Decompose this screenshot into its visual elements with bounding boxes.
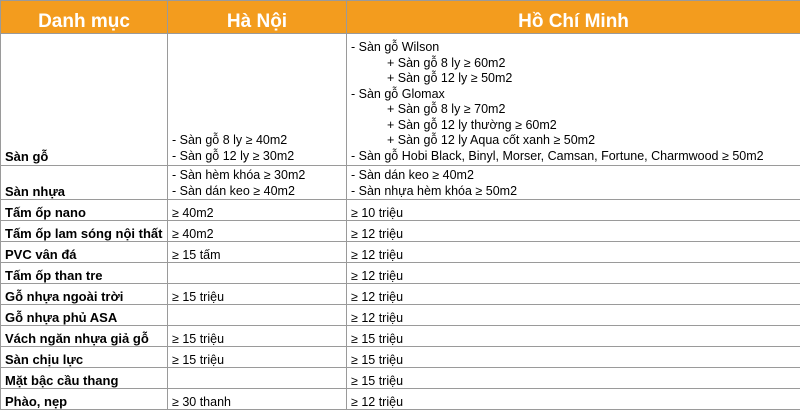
- table-row: [1, 389, 800, 410]
- header-row: [1, 1, 800, 34]
- hanoi-cell[interactable]: ≥ 40m2: [168, 200, 347, 221]
- hcm-cell[interactable]: ≥ 12 triệu: [347, 305, 800, 326]
- hcm-line: - Sàn gỗ Hobi Black, Binyl, Morser, Camsan, Fortune, Charmwood ≥ 50m2: [351, 148, 764, 163]
- hcm-cell[interactable]: ≥ 15 triệu: [347, 368, 800, 389]
- table-row: [1, 263, 800, 284]
- category-cell[interactable]: Sàn nhựa: [1, 166, 168, 200]
- hanoi-cell[interactable]: ≥ 30 thanh: [168, 389, 347, 410]
- category-cell[interactable]: Sàn chịu lực: [1, 347, 168, 368]
- hanoi-cell[interactable]: [168, 166, 347, 200]
- category-cell[interactable]: Phào, nẹp: [1, 389, 168, 410]
- hanoi-cell[interactable]: ≥ 40m2: [168, 221, 347, 242]
- hanoi-line: - Sàn hèm khóa ≥ 30m2: [172, 168, 306, 182]
- hcm-cell[interactable]: ≥ 10 triệu: [347, 200, 800, 221]
- category-cell[interactable]: Sàn gỗ: [1, 34, 168, 166]
- hanoi-cell[interactable]: [168, 368, 347, 389]
- hcm-cell[interactable]: ≥ 12 triệu: [347, 284, 800, 305]
- hcm-cell[interactable]: ≥ 12 triệu: [347, 242, 800, 263]
- hcm-line: + Sàn gỗ 12 ly Aqua cốt xanh ≥ 50m2: [387, 133, 596, 147]
- category-cell[interactable]: Gỗ nhựa phủ ASA: [1, 305, 168, 326]
- category-cell[interactable]: Tấm ốp than tre: [1, 263, 168, 284]
- hanoi-cell[interactable]: [168, 34, 347, 166]
- table-row: [1, 347, 800, 368]
- hcm-line: - Sàn dán keo ≥ 40m2: [351, 168, 474, 182]
- table-row: [1, 166, 800, 200]
- hanoi-cell[interactable]: [168, 305, 347, 326]
- hcm-cell[interactable]: ≥ 12 triệu: [347, 263, 800, 284]
- table-row: [1, 326, 800, 347]
- table-row: [1, 284, 800, 305]
- hcm-cell[interactable]: [347, 34, 800, 166]
- hcm-line: + Sàn gỗ 12 ly ≥ 50m2: [387, 71, 513, 85]
- hcm-line: - Sàn gỗ Wilson: [351, 40, 440, 54]
- hcm-line: + Sàn gỗ 8 ly ≥ 60m2: [387, 55, 506, 70]
- hanoi-cell[interactable]: ≥ 15 triệu: [168, 284, 347, 305]
- hcm-cell[interactable]: ≥ 15 triệu: [347, 326, 800, 347]
- hanoi-line: - Sàn gỗ 12 ly ≥ 30m2: [172, 148, 295, 163]
- hanoi-cell[interactable]: [168, 263, 347, 284]
- header-category: Danh mục: [1, 1, 168, 34]
- hcm-line: + Sàn gỗ 8 ly ≥ 70m2: [387, 102, 506, 116]
- table-row: [1, 242, 800, 263]
- category-cell[interactable]: Gỗ nhựa ngoài trời: [1, 284, 168, 305]
- hcm-cell[interactable]: ≥ 15 triệu: [347, 347, 800, 368]
- hanoi-cell[interactable]: ≥ 15 triệu: [168, 347, 347, 368]
- table-row: [1, 200, 800, 221]
- category-cell[interactable]: Tấm ốp nano: [1, 200, 168, 221]
- hcm-cell[interactable]: ≥ 12 triệu: [347, 389, 800, 410]
- table-row: [1, 34, 800, 166]
- hcm-line: + Sàn gỗ 12 ly thường ≥ 60m2: [387, 117, 557, 132]
- hanoi-line: - Sàn dán keo ≥ 40m2: [172, 183, 295, 198]
- category-cell[interactable]: Vách ngăn nhựa giả gỗ: [1, 326, 168, 347]
- table-row: [1, 305, 800, 326]
- table-row: [1, 221, 800, 242]
- hanoi-cell[interactable]: ≥ 15 tấm: [168, 242, 347, 263]
- table-row: [1, 368, 800, 389]
- header-hcm: Hồ Chí Minh: [347, 1, 800, 34]
- hanoi-line: - Sàn gỗ 8 ly ≥ 40m2: [172, 133, 288, 147]
- category-cell[interactable]: Tấm ốp lam sóng nội thất: [1, 221, 168, 242]
- hcm-line: - Sàn gỗ Glomax: [351, 86, 445, 101]
- hcm-cell[interactable]: [347, 166, 800, 200]
- hcm-cell-selected[interactable]: ≥ 12 triệu: [347, 221, 800, 242]
- category-cell[interactable]: PVC vân đá: [1, 242, 168, 263]
- category-cell[interactable]: Mặt bậc cầu thang: [1, 368, 168, 389]
- hcm-line: - Sàn nhựa hèm khóa ≥ 50m2: [351, 183, 518, 198]
- hanoi-cell[interactable]: ≥ 15 triệu: [168, 326, 347, 347]
- header-hanoi: Hà Nội: [168, 1, 347, 34]
